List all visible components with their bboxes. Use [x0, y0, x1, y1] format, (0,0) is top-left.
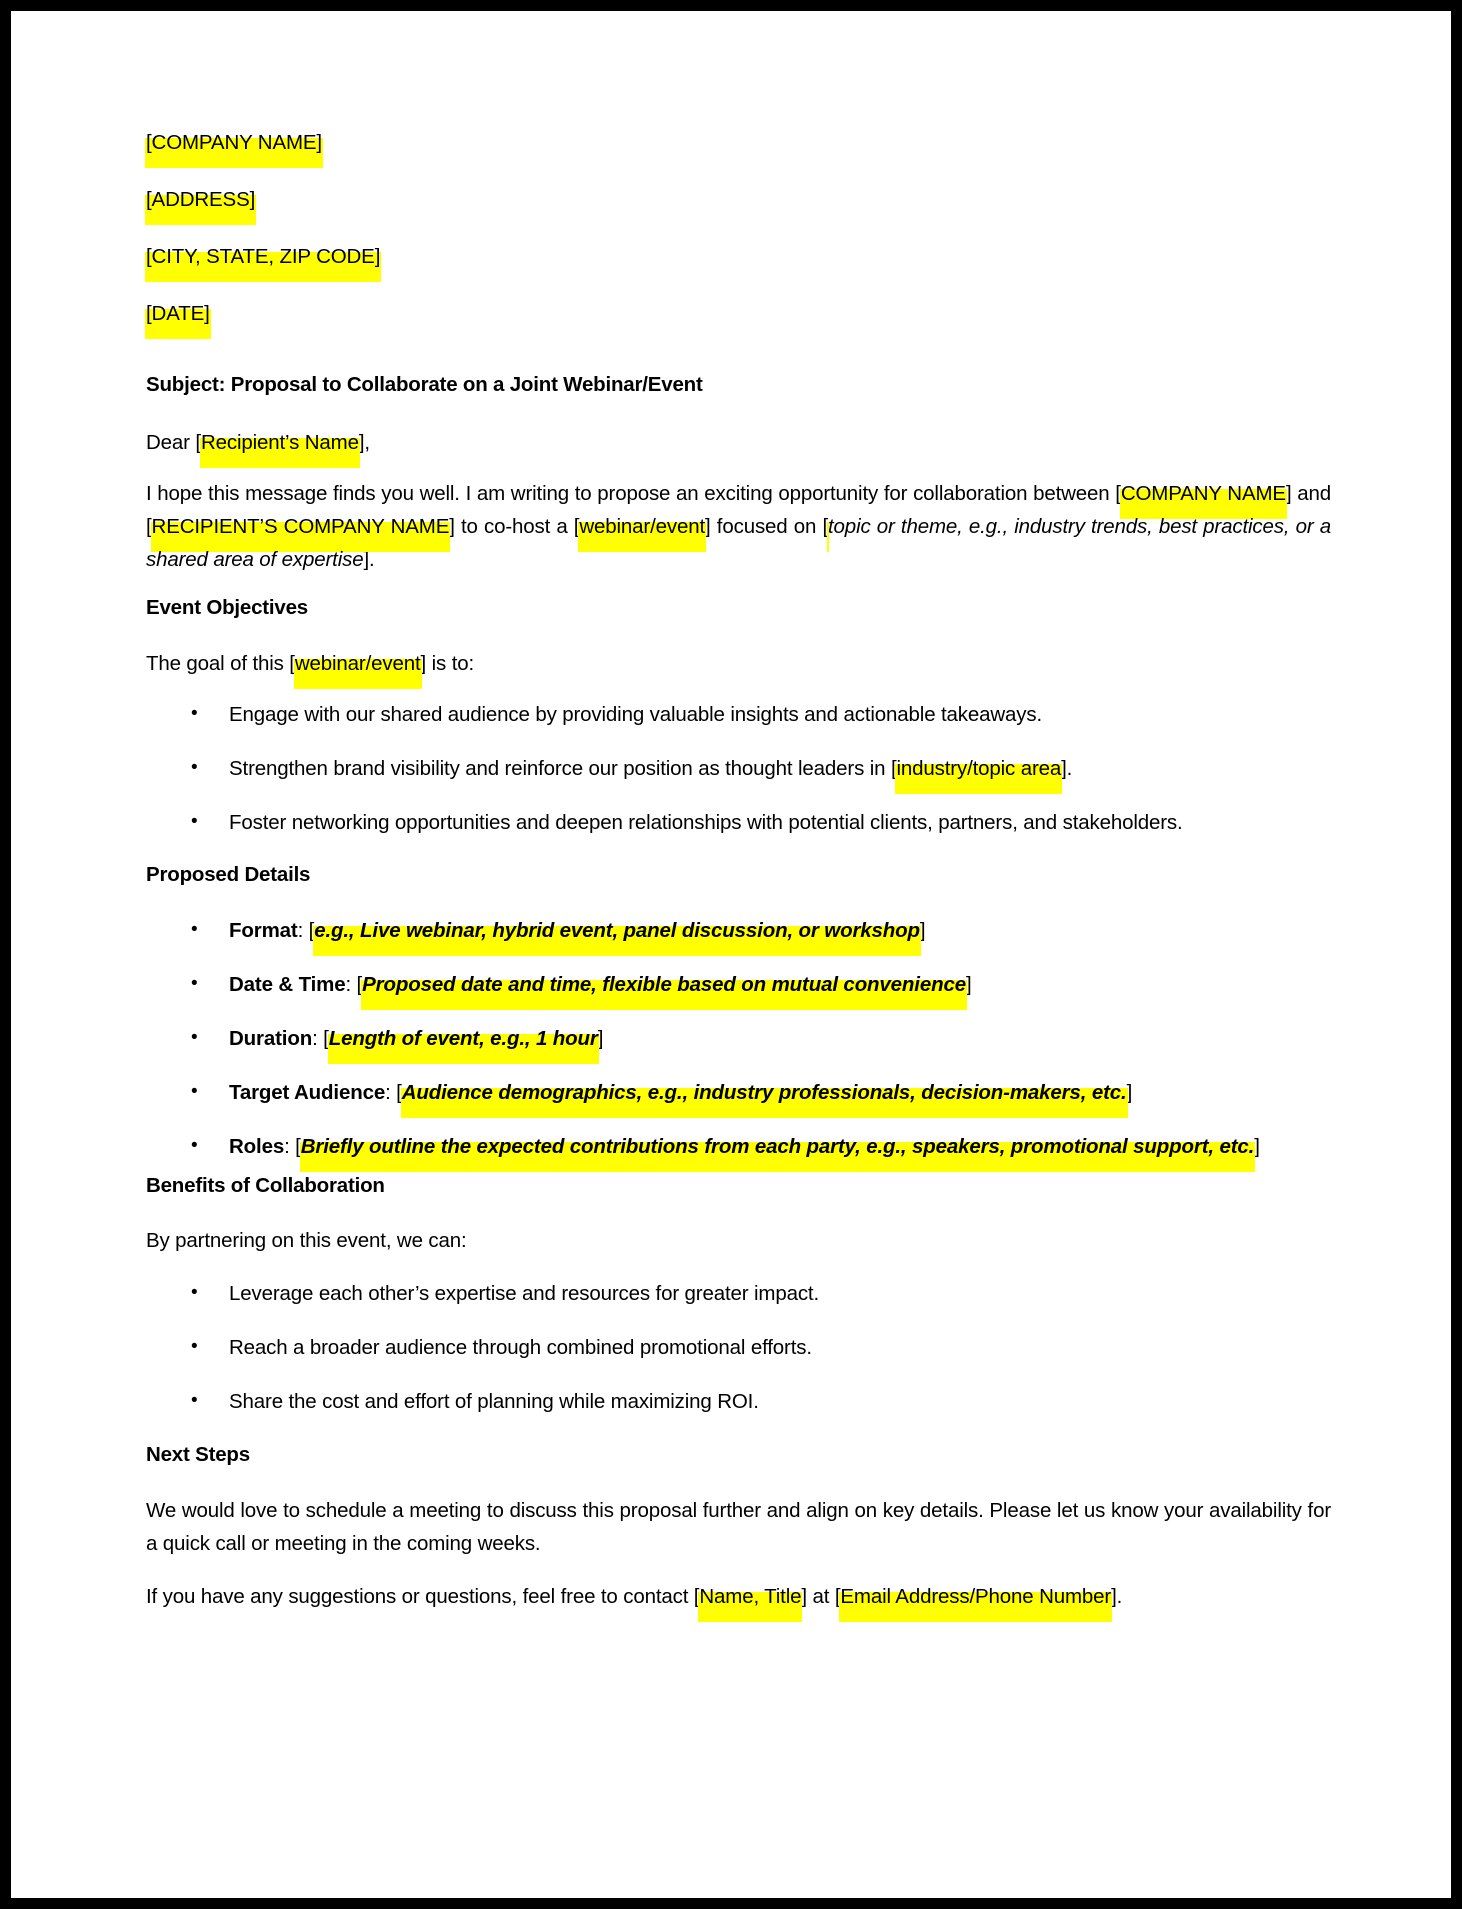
- list-item: [146, 1277, 1331, 1310]
- list-item: [146, 1130, 1331, 1163]
- detail-separator: : [: [385, 1081, 402, 1104]
- letterhead-address-line: [146, 188, 1331, 211]
- detail-separator: : [: [312, 1027, 329, 1050]
- event-objectives-heading: Event Objectives: [146, 596, 309, 619]
- intro-text-e: ].: [363, 548, 375, 571]
- intro-text-a: I hope this message finds you well. I am writing to propose an exciting opportunity for collaboration between [: [146, 482, 1121, 505]
- detail-close: ]: [965, 973, 972, 996]
- detail-separator: : [: [297, 919, 315, 942]
- detail-separator: : [: [345, 973, 363, 996]
- detail-label: Target Audience: [229, 1081, 386, 1104]
- next-steps-heading: Next Steps: [146, 1443, 250, 1466]
- page-sheet: [11, 11, 1451, 1898]
- detail-label: Date & Time: [229, 973, 346, 996]
- list-item: [146, 1076, 1331, 1109]
- detail-label: Format: [229, 919, 298, 942]
- event-objectives-lead-b: ] is to:: [420, 652, 475, 675]
- letterhead-company-line: [146, 131, 1331, 154]
- detail-close: ]: [1254, 1135, 1260, 1158]
- name-title-placeholder: Name, Title: [699, 1585, 802, 1608]
- list-item: [146, 1385, 1331, 1418]
- industry-topic-area-placeholder: industry/topic area: [896, 757, 1062, 780]
- detail-value-placeholder: Audience demographics, e.g., industry professionals, decision-makers, etc.: [401, 1081, 1127, 1104]
- date-placeholder: [DATE]: [146, 302, 210, 325]
- detail-value-placeholder: Briefly outline the expected contributions from each party, e.g., speakers, promotional support, etc.: [300, 1135, 1255, 1158]
- list-item: [146, 698, 1331, 731]
- bullet-text: Foster networking opportunities and deepen relationships with potential clients, partners, and stakeholders.: [229, 811, 1183, 834]
- list-item: [146, 968, 1331, 1001]
- benefits-heading: Benefits of Collaboration: [146, 1174, 385, 1197]
- list-item: [146, 1331, 1331, 1364]
- list-item: [146, 806, 1331, 839]
- list-item: [146, 752, 1331, 785]
- detail-value-placeholder: e.g., Live webinar, hybrid event, panel discussion, or workshop: [314, 919, 920, 942]
- detail-label: Duration: [229, 1027, 313, 1050]
- letterhead-date-line: [146, 302, 1331, 325]
- intro-company-placeholder: COMPANY NAME: [1120, 482, 1286, 505]
- company-name-placeholder: [COMPANY NAME]: [146, 131, 322, 154]
- benefits-lead: By partnering on this event, we can:: [146, 1229, 467, 1252]
- recipient-name-placeholder: Recipient’s Name: [200, 431, 359, 454]
- event-objectives-webinar-placeholder: webinar/event: [294, 652, 421, 675]
- proposed-details-heading: Proposed Details: [146, 863, 311, 886]
- subject-line: Subject: Proposal to Collaborate on a Joint Webinar/Event: [146, 373, 703, 396]
- contact-paragraph: [146, 1580, 1331, 1613]
- detail-value-placeholder: Length of event, e.g., 1 hour: [328, 1027, 598, 1050]
- bullet-text: Strengthen brand visibility and reinforce our position as thought leaders in [: [229, 757, 897, 780]
- intro-paragraph: [146, 477, 1331, 576]
- salutation-suffix: ],: [358, 431, 370, 454]
- city-state-zip-placeholder: [CITY, STATE, ZIP CODE]: [146, 245, 381, 268]
- salutation: [146, 426, 1331, 459]
- intro-webinar-placeholder: webinar/event: [579, 515, 706, 538]
- detail-close: ]: [919, 919, 926, 942]
- event-objectives-lead-a: The goal of this [: [146, 652, 295, 675]
- intro-topic-placeholder: topic or theme, e.g., industry trends, best practices, or a shared area of expertise: [146, 515, 1331, 571]
- letterhead-block: [146, 131, 1331, 325]
- bullet-text: Reach a broader audience through combined promotional efforts.: [229, 1336, 812, 1359]
- address-placeholder: [ADDRESS]: [146, 188, 256, 211]
- event-objectives-list: [146, 698, 1331, 839]
- detail-separator: : [: [284, 1135, 301, 1158]
- next-steps-paragraph: We would love to schedule a meeting to discuss this proposal further and align on key details. Please let us know your availability for a quick call or meeting in the coming weeks.: [146, 1499, 1331, 1555]
- benefits-list: [146, 1277, 1331, 1418]
- detail-value-placeholder: Proposed date and time, flexible based on mutual convenience: [362, 973, 966, 996]
- list-item: [146, 1022, 1331, 1055]
- bullet-text: Engage with our shared audience by providing valuable insights and actionable takeaways.: [229, 703, 1043, 726]
- bullet-text: Share the cost and effort of planning while maximizing ROI.: [229, 1390, 759, 1413]
- intro-recipient-company-placeholder: RECIPIENT’S COMPANY NAME: [151, 515, 450, 538]
- intro-text-b: ] and [: [146, 482, 1331, 538]
- contact-text-c: ].: [1111, 1585, 1123, 1608]
- list-item: [146, 914, 1331, 947]
- document-body: [146, 131, 1331, 1635]
- email-phone-placeholder: Email Address/Phone Number: [840, 1585, 1112, 1608]
- salutation-prefix: Dear [: [146, 431, 201, 454]
- contact-text-b: ] at [: [801, 1585, 841, 1608]
- proposed-details-list: [146, 914, 1331, 1163]
- detail-close: ]: [597, 1027, 604, 1050]
- bullet-text-tail: ].: [1061, 757, 1073, 780]
- contact-text-a: If you have any suggestions or questions, feel free to contact [: [146, 1585, 700, 1608]
- detail-label: Roles: [229, 1135, 285, 1158]
- detail-close: ]: [1126, 1081, 1133, 1104]
- intro-text-d: ] focused on [: [705, 515, 829, 538]
- bullet-text: Leverage each other’s expertise and resources for greater impact.: [229, 1282, 820, 1305]
- letterhead-spacer: [146, 325, 1331, 370]
- intro-text-c: ] to co-host a [: [449, 515, 580, 538]
- event-objectives-lead: [146, 647, 1331, 680]
- letterhead-city-line: [146, 245, 1331, 268]
